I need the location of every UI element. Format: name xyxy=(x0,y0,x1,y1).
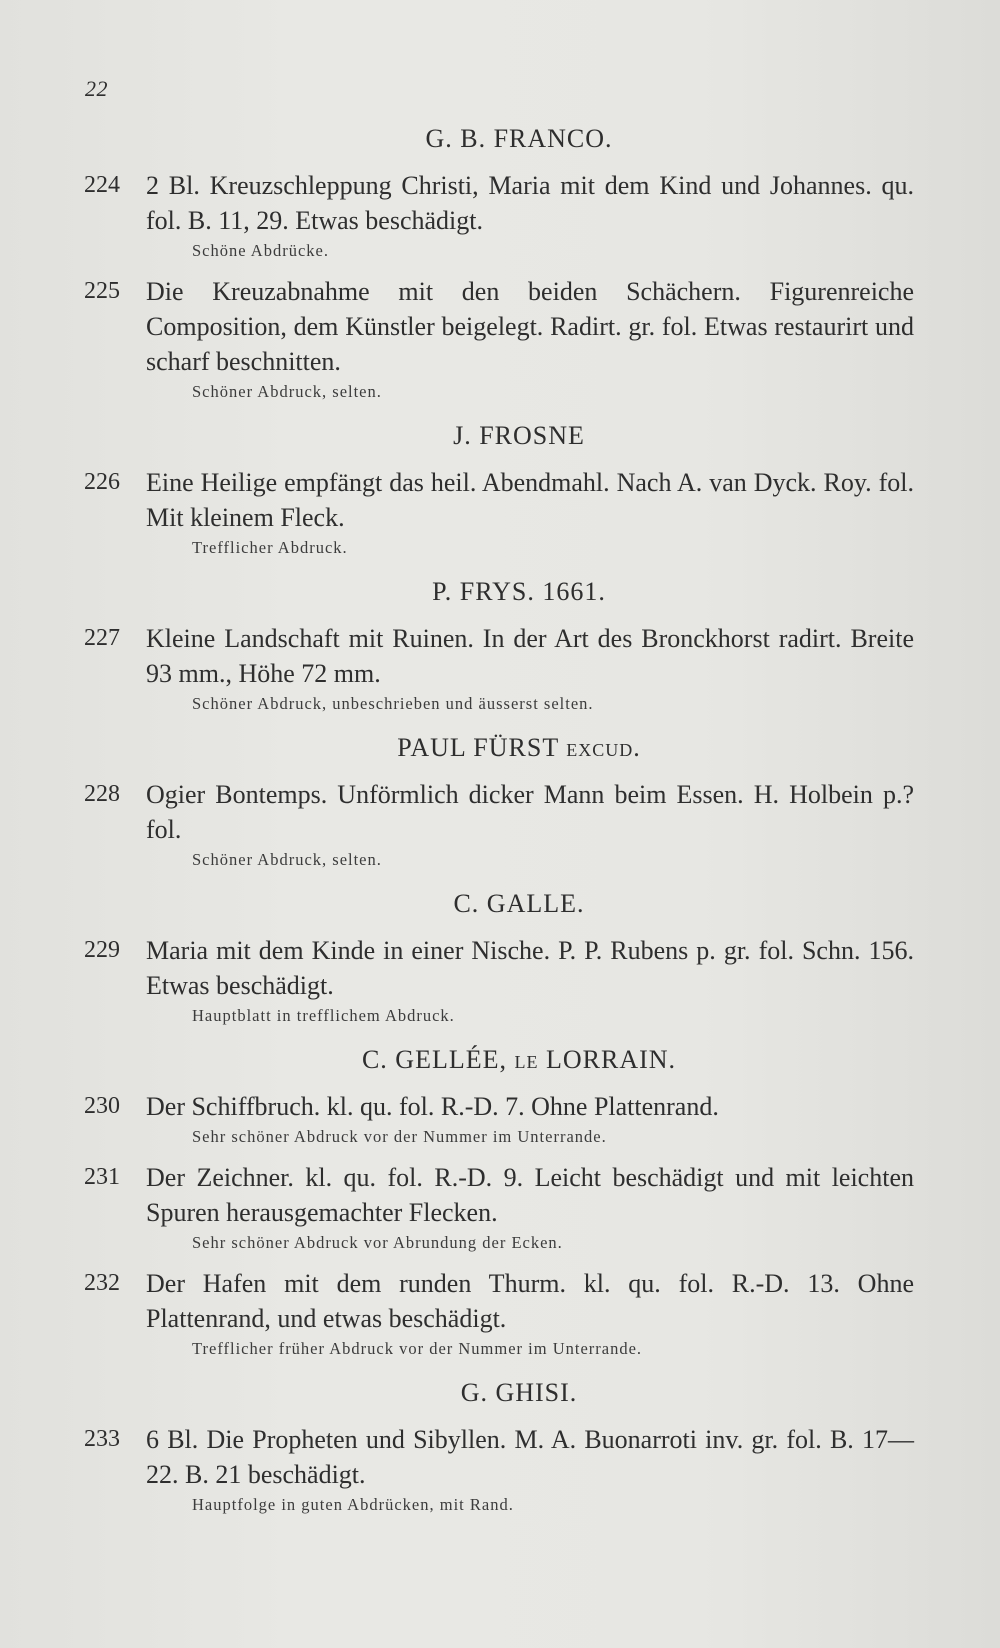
section-franco xyxy=(84,124,914,405)
entry-note: Trefflicher Abdruck. xyxy=(192,538,348,557)
entry-number: 228 xyxy=(84,781,120,807)
entry-number: 224 xyxy=(84,172,120,198)
entry-note: Schöne Abdrücke. xyxy=(192,241,329,260)
section-heading: C. GALLE. xyxy=(453,889,585,918)
catalog-entry xyxy=(84,621,914,717)
entry-description: Maria mit dem Kinde in einer Nische. P. P. Rubens p. gr. fol. Schn. 156. Etwas beschädigt. xyxy=(146,936,914,1000)
entry-note: Hauptfolge in guten Abdrücken, mit Rand. xyxy=(192,1495,514,1514)
entry-description: Kleine Landschaft mit Ruinen. In der Art des Bronckhorst radirt. Breite 93 mm., Höhe 72 mm. xyxy=(146,624,914,688)
catalog-entry xyxy=(84,1266,914,1362)
entry-description: Ogier Bontemps. Unförmlich dicker Mann beim Essen. H. Holbein p.? fol. xyxy=(146,780,914,844)
heading-particle: le xyxy=(514,1045,539,1074)
section-galle xyxy=(84,889,914,1029)
section-heading xyxy=(84,733,914,763)
catalog-entry xyxy=(84,933,914,1029)
section-frosne xyxy=(84,421,914,561)
heading-tail: LORRAIN. xyxy=(545,1045,677,1074)
section-gellee xyxy=(84,1045,914,1362)
entry-description: Eine Heilige empfängt das heil. Abendmahl. Nach A. van Dyck. Roy. fol. Mit kleinem Fleck. xyxy=(146,468,914,532)
catalog-content xyxy=(84,124,914,1528)
entry-number: 232 xyxy=(84,1270,120,1296)
entry-description: Die Kreuzabnahme mit den beiden Schächern. Figurenreiche Composition, dem Künstler beigelegt. Radirt. gr. fol. Etwas restaurirt und scharf beschnitten. xyxy=(146,277,914,376)
entry-note: Schöner Abdruck, selten. xyxy=(192,382,382,401)
entry-note: Sehr schöner Abdruck vor Abrundung der Ecken. xyxy=(192,1233,563,1252)
entry-description: 2 Bl. Kreuzschleppung Christi, Maria mit dem Kind und Johannes. qu. fol. B. 11, 29. Etwas beschädigt. xyxy=(146,171,914,235)
entry-description: 6 Bl. Die Propheten und Sibyllen. M. A. Buonarroti inv. gr. fol. B. 17—22. B. 21 beschädigt. xyxy=(146,1425,914,1489)
section-heading: G. GHISI. xyxy=(460,1378,578,1407)
entry-number: 231 xyxy=(84,1164,120,1190)
entry-note: Hauptblatt in trefflichem Abdruck. xyxy=(192,1006,455,1025)
catalog-entry xyxy=(84,465,914,561)
catalog-entry xyxy=(84,1160,914,1256)
section-fuerst xyxy=(84,733,914,873)
entry-description: Der Hafen mit dem runden Thurm. kl. qu. fol. R.-D. 13. Ohne Plattenrand, und etwas beschädigt. xyxy=(146,1269,914,1333)
heading-name: C. GELLÉE, xyxy=(361,1045,507,1074)
catalog-entry xyxy=(84,168,914,264)
section-ghisi xyxy=(84,1378,914,1518)
heading-name: PAUL FÜRST xyxy=(397,733,559,762)
entry-number: 226 xyxy=(84,469,120,495)
section-heading: P. FRYS. 1661. xyxy=(432,577,606,606)
entry-number: 227 xyxy=(84,625,120,651)
catalog-entry xyxy=(84,274,914,405)
section-heading xyxy=(84,1045,914,1075)
page-number: 22 xyxy=(85,76,108,101)
entry-note: Schöner Abdruck, unbeschrieben und äusserst selten. xyxy=(192,694,594,713)
catalog-entry xyxy=(84,1089,914,1150)
section-frys xyxy=(84,577,914,717)
catalog-entry xyxy=(84,777,914,873)
entry-number: 230 xyxy=(84,1093,120,1119)
section-heading: J. FROSNE xyxy=(453,421,585,450)
entry-note: Sehr schöner Abdruck vor der Nummer im Unterrande. xyxy=(192,1127,607,1146)
section-heading: G. B. FRANCO. xyxy=(425,124,613,153)
catalog-entry xyxy=(84,1422,914,1518)
entry-number: 229 xyxy=(84,937,120,963)
entry-note: Schöner Abdruck, selten. xyxy=(192,850,382,869)
entry-description: Der Schiffbruch. kl. qu. fol. R.-D. 7. Ohne Plattenrand. xyxy=(146,1092,719,1121)
entry-note: Trefflicher früher Abdruck vor der Nummer im Unterrande. xyxy=(192,1339,643,1358)
entry-number: 225 xyxy=(84,278,120,304)
entry-number: 233 xyxy=(84,1426,120,1452)
heading-suffix: excud. xyxy=(566,733,641,762)
entry-description: Der Zeichner. kl. qu. fol. R.-D. 9. Leicht beschädigt und mit leichten Spuren herausgemachter Flecken. xyxy=(146,1163,914,1227)
